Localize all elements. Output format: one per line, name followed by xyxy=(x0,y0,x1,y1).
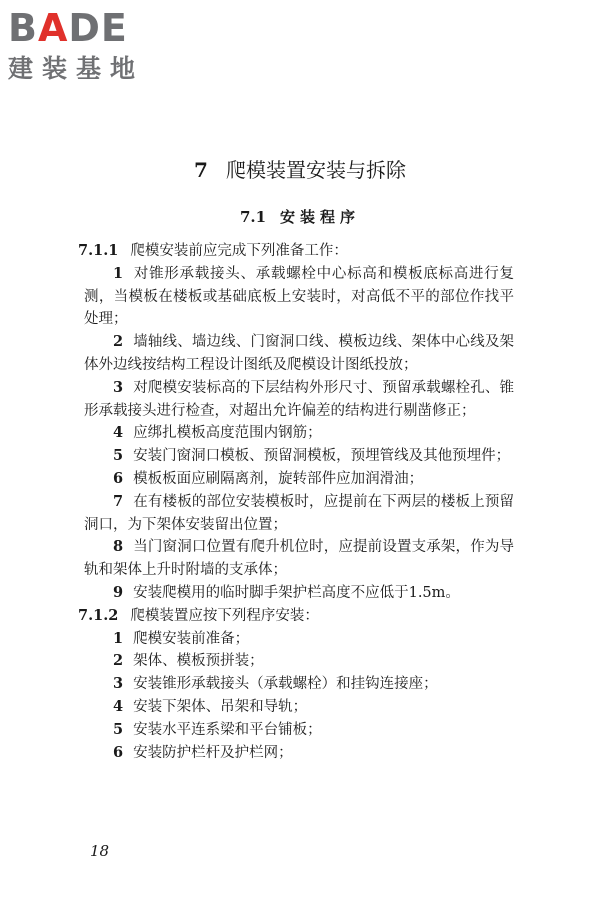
item-text: 应绑扎模板高度范围内钢筋； xyxy=(133,425,322,442)
item-number: 9 xyxy=(113,583,124,601)
item-number: 3 xyxy=(113,675,124,693)
item-number: 1 xyxy=(113,629,124,647)
item-text: 架体、模板预拼装； xyxy=(133,653,264,670)
list-item xyxy=(84,377,514,423)
list-item xyxy=(84,422,514,445)
list-item xyxy=(84,331,514,377)
clause-text: 爬模安装前应完成下列准备工作： xyxy=(130,243,348,259)
item-number: 7 xyxy=(113,492,124,510)
section-heading xyxy=(0,206,600,228)
list-item xyxy=(84,673,514,696)
chapter-number: 7 xyxy=(194,158,208,182)
list-item xyxy=(84,491,514,537)
clause-text: 爬模装置应按下列程序安装： xyxy=(130,607,319,624)
item-text: 安装水平连系梁和平台铺板； xyxy=(133,721,322,738)
page-number: 18 xyxy=(90,842,110,860)
item-text: 安装锥形承载接头（承载螺栓）和挂钩连接座； xyxy=(133,676,438,693)
document-body xyxy=(78,240,514,764)
list-item xyxy=(84,742,514,765)
bade-logo xyxy=(8,6,188,96)
chapter-heading xyxy=(0,156,600,184)
item-number: 6 xyxy=(113,469,124,487)
clause-number: 7.1.2 xyxy=(78,606,119,624)
list-item xyxy=(84,536,514,582)
item-number: 2 xyxy=(113,333,124,351)
item-number: 5 xyxy=(113,447,124,465)
list-item xyxy=(84,468,514,491)
item-text: 安装防护栏杆及护栏网； xyxy=(133,744,293,761)
logo-subtitle: 建装基地 xyxy=(8,54,145,83)
item-number: 8 xyxy=(113,538,124,556)
section-number: 7.1 xyxy=(239,208,267,226)
list-item xyxy=(84,582,514,605)
item-text: 在有楼板的部位安装模板时，应提前在下两层的楼板上预留洞口，为下架体安装留出位置； xyxy=(84,493,514,533)
item-number: 4 xyxy=(113,424,124,442)
list-item xyxy=(84,719,514,742)
item-number: 1 xyxy=(113,264,124,282)
item-number: 5 xyxy=(113,720,124,738)
item-text: 模板板面应刷隔离剂，旋转部件应加润滑油； xyxy=(133,470,424,487)
item-text: 安装下架体、吊架和导轨； xyxy=(133,698,308,715)
item-number: 4 xyxy=(113,697,124,715)
clause-7-1-1 xyxy=(78,240,514,263)
item-number: 6 xyxy=(113,743,124,761)
chapter-title: 爬模装置安装与拆除 xyxy=(225,158,406,182)
logo-accent-letter: A xyxy=(37,6,69,50)
item-text: 墙轴线、墙边线、门窗洞口线、模板边线、架体中心线及架体外边线按结构工程设计图纸及爬模设计图纸投放； xyxy=(84,334,514,373)
list-item xyxy=(84,445,514,468)
item-number: 2 xyxy=(113,652,124,670)
list-item xyxy=(84,696,514,719)
item-text: 安装门窗洞口模板、预留洞模板，预埋管线及其他预埋件； xyxy=(133,448,511,465)
clause-7-1-2 xyxy=(78,605,514,628)
item-text: 爬模安装前准备； xyxy=(133,630,250,647)
item-text: 对爬模安装标高的下层结构外形尺寸、预留承载螺栓孔、锥形承载接头进行检查，对超出允许偏差的结构进行剔凿修正； xyxy=(84,379,514,419)
list-item xyxy=(84,628,514,651)
clause-number: 7.1.1 xyxy=(78,242,119,259)
item-text: 当门窗洞口位置有爬升机位时，应提前设置支承架，作为导轨和架体上升时附墙的支承体； xyxy=(84,539,514,579)
item-text: 对锥形承载接头、承载螺栓中心标高和模板底标高进行复测，当模板在楼板或基础底板上安装时，对高低不平的部位作找平处理； xyxy=(84,265,514,328)
item-number: 3 xyxy=(113,378,124,396)
logo-wordmark: BADE xyxy=(8,6,128,50)
section-title: 安装程序 xyxy=(280,208,361,226)
list-item xyxy=(84,650,514,673)
list-item xyxy=(84,263,514,331)
item-text: 安装爬模用的临时脚手架护栏高度不应低于1.5m。 xyxy=(133,584,460,601)
